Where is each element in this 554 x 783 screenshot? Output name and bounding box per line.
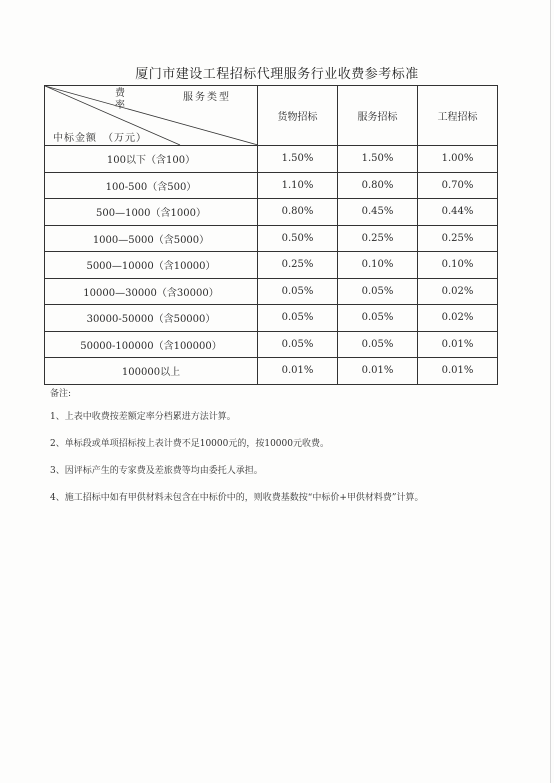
service-rate-cell: 0.10% xyxy=(338,252,418,279)
table-row xyxy=(45,278,498,305)
amount-range-cell: 100-500（含500） xyxy=(45,172,258,199)
goods-rate-cell: 0.05% xyxy=(258,278,338,305)
service-rate-cell: 0.05% xyxy=(338,331,418,358)
note-item: 4、施工招标中如有甲供材料未包含在中标价中的，则收费基数按“中标价+甲供材料费”计算。 xyxy=(50,493,424,503)
amount-range-cell: 50000-100000（含100000） xyxy=(45,331,258,358)
note-item: 1、上表中收费按差额定率分档累进方法计算。 xyxy=(50,412,236,422)
goods-rate-cell: 0.80% xyxy=(258,199,338,226)
engineering-rate-cell: 0.25% xyxy=(418,225,498,252)
amount-range-cell: 5000—10000（含10000） xyxy=(45,252,258,279)
notes-heading: 备注: xyxy=(50,389,72,399)
goods-rate-cell: 0.05% xyxy=(258,331,338,358)
table-row xyxy=(45,146,498,173)
service-rate-cell: 0.45% xyxy=(338,199,418,226)
service-rate-cell: 0.05% xyxy=(338,278,418,305)
service-rate-cell: 0.80% xyxy=(338,172,418,199)
notes-section xyxy=(50,386,510,519)
engineering-rate-cell: 0.10% xyxy=(418,252,498,279)
service-rate-cell: 0.05% xyxy=(338,305,418,332)
engineering-rate-cell: 0.01% xyxy=(418,331,498,358)
amount-range-cell: 500—1000（含1000） xyxy=(45,199,258,226)
column-header-engineering: 工程招标 xyxy=(418,86,498,146)
table-row xyxy=(45,199,498,226)
table-row xyxy=(45,252,498,279)
table-row xyxy=(45,305,498,332)
amount-range-cell: 10000—30000（含30000） xyxy=(45,278,258,305)
note-item: 3、因评标产生的专家费及差旅费等均由委托人承担。 xyxy=(50,466,263,476)
table-row xyxy=(45,225,498,252)
fee-table xyxy=(44,85,498,385)
column-header-goods: 货物招标 xyxy=(258,86,338,146)
header-rate-label: 费率 xyxy=(115,88,125,111)
table-row xyxy=(45,172,498,199)
scan-edge-line xyxy=(550,0,551,783)
table-row xyxy=(45,331,498,358)
service-rate-cell: 0.01% xyxy=(338,358,418,385)
table-row xyxy=(45,358,498,385)
service-rate-cell: 1.50% xyxy=(338,146,418,173)
amount-range-cell: 30000-50000（含50000） xyxy=(45,305,258,332)
diagonal-header-cell xyxy=(45,86,258,146)
goods-rate-cell: 0.05% xyxy=(258,305,338,332)
document-title: 厦门市建设工程招标代理服务行业收费参考标准 xyxy=(135,67,419,82)
note-item: 2、单标段或单项招标按上表计费不足10000元的，按10000元收费。 xyxy=(50,439,329,449)
goods-rate-cell: 0.50% xyxy=(258,225,338,252)
engineering-rate-cell: 0.01% xyxy=(418,358,498,385)
engineering-rate-cell: 0.70% xyxy=(418,172,498,199)
engineering-rate-cell: 0.02% xyxy=(418,305,498,332)
amount-range-cell: 100以下（含100） xyxy=(45,146,258,173)
amount-range-cell: 1000—5000（含5000） xyxy=(45,225,258,252)
engineering-rate-cell: 0.02% xyxy=(418,278,498,305)
amount-range-cell: 100000以上 xyxy=(45,358,258,385)
goods-rate-cell: 0.25% xyxy=(258,252,338,279)
goods-rate-cell: 1.10% xyxy=(258,172,338,199)
column-header-service: 服务招标 xyxy=(338,86,418,146)
goods-rate-cell: 1.50% xyxy=(258,146,338,173)
header-service-type-label: 服务类型 xyxy=(183,92,231,103)
header-amount-label: 中标金额 （万元） xyxy=(53,133,147,144)
engineering-rate-cell: 1.00% xyxy=(418,146,498,173)
service-rate-cell: 0.25% xyxy=(338,225,418,252)
engineering-rate-cell: 0.44% xyxy=(418,199,498,226)
table-header-row xyxy=(45,86,498,146)
goods-rate-cell: 0.01% xyxy=(258,358,338,385)
